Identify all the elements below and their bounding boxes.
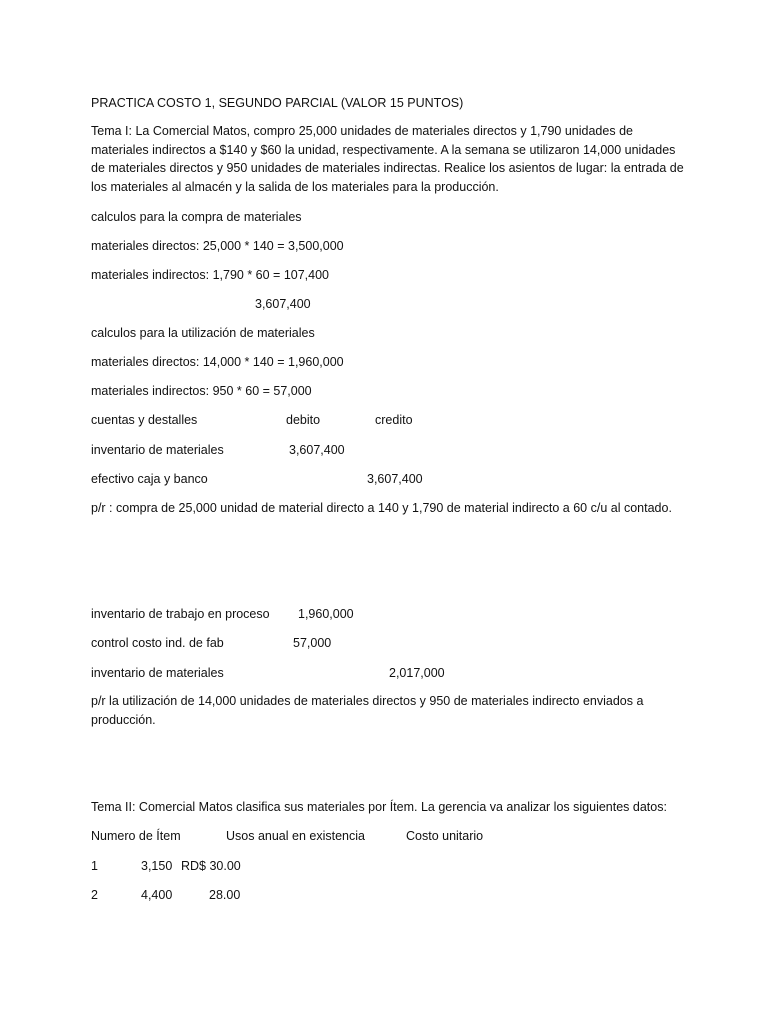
utilizacion-indirectos: materiales indirectos: 950 * 60 = 57,000 bbox=[91, 384, 312, 398]
asiento2-row1-cuenta: inventario de trabajo en proceso bbox=[91, 607, 270, 621]
asiento2-note: p/r la utilización de 14,000 unidades de materiales directos y 950 de materiales indirecto enviados a producción. bbox=[91, 694, 644, 727]
asiento1-note: p/r : compra de 25,000 unidad de material directo a 140 y 1,790 de material indirecto a 60 c/u al contado. bbox=[91, 501, 672, 515]
asiento1-header-credito: credito bbox=[375, 413, 413, 427]
tema2-header-usos: Usos anual en existencia bbox=[226, 829, 365, 843]
asiento1-row1-cuenta: inventario de materiales bbox=[91, 443, 224, 457]
compra-total: 3,607,400 bbox=[255, 297, 311, 311]
document-title: PRACTICA COSTO 1, SEGUNDO PARCIAL (VALOR 15 PUNTOS) bbox=[91, 96, 464, 110]
utilizacion-directos: materiales directos: 14,000 * 140 = 1,960,000 bbox=[91, 355, 344, 369]
utilizacion-heading: calculos para la utilización de materiales bbox=[91, 326, 315, 340]
asiento1-header-debito: debito bbox=[286, 413, 321, 427]
asiento1-row1-debito: 3,607,400 bbox=[289, 443, 345, 457]
compra-heading: calculos para la compra de materiales bbox=[91, 210, 302, 224]
tema-2-paragraph: Tema II: Comercial Matos clasifica sus materiales por Ítem. La gerencia va analizar los siguientes datos: bbox=[91, 800, 667, 814]
asiento1-header-cuentas: cuentas y destalles bbox=[91, 413, 198, 427]
asiento2-row3-cuenta: inventario de materiales bbox=[91, 666, 224, 680]
asiento2-row2-cuenta: control costo ind. de fab bbox=[91, 636, 224, 650]
tema2-header-item: Numero de Ítem bbox=[91, 829, 181, 843]
tema2-header-costo: Costo unitario bbox=[406, 829, 484, 843]
tema2-row1-item: 1 bbox=[91, 859, 98, 873]
asiento2-row1-debito: 1,960,000 bbox=[298, 607, 354, 621]
tema2-row1-usos: 3,150 bbox=[141, 859, 173, 873]
asiento1-row2-cuenta: efectivo caja y banco bbox=[91, 472, 208, 486]
tema2-row2-item: 2 bbox=[91, 888, 98, 902]
asiento2-row2-debito: 57,000 bbox=[293, 636, 332, 650]
asiento1-row2-credito: 3,607,400 bbox=[367, 472, 423, 486]
tema2-row2-usos: 4,400 bbox=[141, 888, 173, 902]
tema-1-paragraph: Tema I: La Comercial Matos, compro 25,000 unidades de materiales directos y 1,790 unidades de materiales indirectos a $140 y $60 la unidad, respectivamente. A la semana se utilizaron 14,000 unidades de materiales directos y 950 unidades de materiales indirectas. Realice los asientos de lugar: la entrada de los materiales al almacén y la salida de los materiales para la producción. bbox=[91, 124, 684, 194]
asiento2-row3-credito: 2,017,000 bbox=[389, 666, 445, 680]
compra-indirectos: materiales indirectos: 1,790 * 60 = 107,400 bbox=[91, 268, 330, 282]
tema2-row2-costo: 28.00 bbox=[209, 888, 241, 902]
tema2-row1-costo: RD$ 30.00 bbox=[181, 859, 241, 873]
compra-directos: materiales directos: 25,000 * 140 = 3,500,000 bbox=[91, 239, 344, 253]
